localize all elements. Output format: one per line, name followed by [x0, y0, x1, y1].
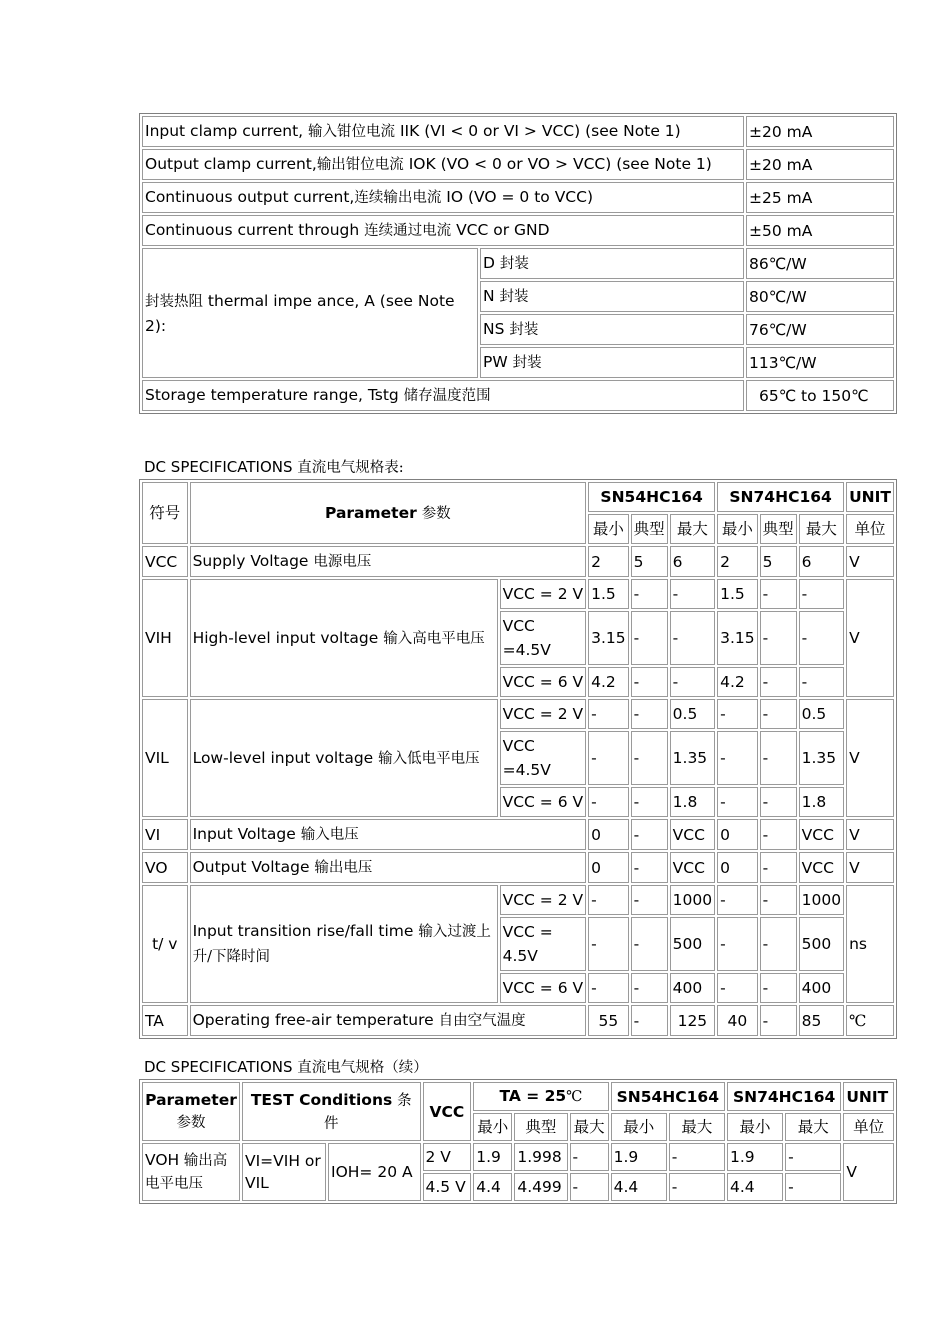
- value-cell: -: [760, 1005, 797, 1036]
- cond-cell: IOH= 20 A: [328, 1143, 421, 1201]
- value-cell: -: [717, 731, 758, 785]
- value-cell: -: [631, 885, 668, 915]
- header-min: 最小: [727, 1113, 783, 1141]
- table-row: [142, 819, 894, 850]
- value-cell: 4.4: [727, 1173, 783, 1201]
- value-cell: 86℃/W: [746, 248, 894, 279]
- value-cell: 0.5: [799, 699, 844, 729]
- value-cell: ±20 mA: [746, 149, 894, 180]
- value-cell: -: [631, 787, 668, 817]
- value-cell: -: [760, 667, 797, 697]
- value-cell: -: [785, 1173, 841, 1201]
- value-cell: VCC: [799, 852, 844, 883]
- value-cell: 0.5: [670, 699, 715, 729]
- param-cell: VOH 输出高电平电压: [142, 1143, 240, 1201]
- value-cell: -: [760, 885, 797, 915]
- dc-spec-table: [139, 479, 897, 1039]
- param-cell: High-level input voltage 输入高电平电压: [190, 579, 498, 697]
- value-cell: 76℃/W: [746, 314, 894, 345]
- value-cell: 0: [717, 819, 758, 850]
- value-cell: -: [588, 731, 629, 785]
- header-sn74: SN74HC164: [717, 482, 844, 512]
- value-cell: -: [717, 699, 758, 729]
- table-row: [142, 885, 894, 915]
- value-cell: -: [760, 819, 797, 850]
- value-cell: 6: [670, 546, 715, 577]
- symbol-cell: t/ v: [142, 885, 188, 1003]
- value-cell: 1.9: [611, 1143, 667, 1171]
- symbol-cell: VI: [142, 819, 188, 850]
- param-cell: Continuous current through 连续通过电流 VCC or GND: [142, 215, 744, 246]
- value-cell: 113℃/W: [746, 347, 894, 378]
- value-cell: -: [760, 699, 797, 729]
- header-row: [142, 1082, 894, 1111]
- cond-cell: VCC = 6 V: [500, 787, 587, 817]
- param-cell: Continuous output current,连续输出电流 IO (VO = 0 to VCC): [142, 182, 744, 213]
- cond-cell: VCC = 4.5V: [500, 917, 587, 971]
- symbol-cell: VIH: [142, 579, 188, 697]
- package-cell: PW 封装: [480, 347, 744, 378]
- header-max: 最大: [570, 1113, 609, 1141]
- value-cell: 1.5: [717, 579, 758, 609]
- table-row: [142, 380, 894, 411]
- header-test-conditions: TEST Conditions 条 件: [242, 1082, 421, 1141]
- param-cell: Input Voltage 输入电压: [190, 819, 587, 850]
- header-sn54: SN54HC164: [611, 1082, 725, 1111]
- value-cell: -: [669, 1173, 725, 1201]
- table-row: [142, 546, 894, 577]
- vcc-cell: 4.5 V: [423, 1173, 472, 1201]
- cond-cell: VCC =4.5V: [500, 731, 587, 785]
- param-cell: Operating free-air temperature 自由空气温度: [190, 1005, 587, 1036]
- value-cell: 65℃ to 150℃: [746, 380, 894, 411]
- value-cell: 3.15: [717, 611, 758, 665]
- value-cell: -: [799, 611, 844, 665]
- value-cell: 1.5: [588, 579, 629, 609]
- header-min: 最小: [473, 1113, 512, 1141]
- header-max: 最大: [670, 514, 715, 544]
- unit-cell: V: [846, 699, 894, 817]
- table-row: [142, 852, 894, 883]
- table-row: [142, 248, 894, 279]
- value-cell: 500: [799, 917, 844, 971]
- symbol-cell: VO: [142, 852, 188, 883]
- value-cell: -: [631, 667, 668, 697]
- value-cell: 1.998: [514, 1143, 567, 1171]
- param-cell: Output clamp current,输出钳位电流 IOK (VO < 0 or VO > VCC) (see Note 1): [142, 149, 744, 180]
- header-parameter: Parameter 参数: [142, 1082, 240, 1141]
- value-cell: -: [760, 787, 797, 817]
- cond-cell: VCC = 2 V: [500, 885, 587, 915]
- header-max: 最大: [799, 514, 844, 544]
- header-typ: 典型: [514, 1113, 567, 1141]
- value-cell: ±50 mA: [746, 215, 894, 246]
- value-cell: -: [670, 667, 715, 697]
- header-max: 最大: [669, 1113, 725, 1141]
- value-cell: 3.15: [588, 611, 629, 665]
- value-cell: 1000: [670, 885, 715, 915]
- header-sn74: SN74HC164: [727, 1082, 841, 1111]
- symbol-cell: TA: [142, 1005, 188, 1036]
- value-cell: 0: [588, 852, 629, 883]
- cond-cell: VCC = 6 V: [500, 973, 587, 1003]
- table-row: [142, 116, 894, 147]
- value-cell: -: [588, 973, 629, 1003]
- cond-cell: VCC = 2 V: [500, 699, 587, 729]
- value-cell: 0: [588, 819, 629, 850]
- dc-spec-cont-table: [139, 1079, 897, 1204]
- value-cell: -: [760, 852, 797, 883]
- value-cell: -: [631, 852, 668, 883]
- value-cell: 1.35: [670, 731, 715, 785]
- header-typ: 典型: [760, 514, 797, 544]
- param-cell: Input transition rise/fall time 输入过渡上升/下降时间: [190, 885, 498, 1003]
- value-cell: -: [799, 579, 844, 609]
- value-cell: -: [717, 787, 758, 817]
- header-unit-cn: 单位: [843, 1113, 894, 1141]
- dc-spec-cont-title: DC SPECIFICATIONS 直流电气规格（续）: [144, 1058, 428, 1076]
- header-typ: 典型: [631, 514, 668, 544]
- table-row: [142, 182, 894, 213]
- param-cell: Low-level input voltage 输入低电平电压: [190, 699, 498, 817]
- table-row: [142, 699, 894, 729]
- thermal-label-cell: 封装热阻 thermal impe ance, A (see Note 2):: [142, 248, 478, 378]
- value-cell: -: [631, 819, 668, 850]
- value-cell: 1.9: [473, 1143, 512, 1171]
- header-symbol: 符号: [142, 482, 188, 544]
- value-cell: -: [717, 885, 758, 915]
- unit-cell: V: [846, 546, 894, 577]
- value-cell: -: [760, 731, 797, 785]
- value-cell: 80℃/W: [746, 281, 894, 312]
- value-cell: 400: [799, 973, 844, 1003]
- header-ta: TA = 25℃: [473, 1082, 608, 1111]
- table-row: [142, 579, 894, 609]
- value-cell: -: [631, 1005, 668, 1036]
- package-cell: D 封装: [480, 248, 744, 279]
- value-cell: -: [799, 667, 844, 697]
- vcc-cell: 2 V: [423, 1143, 472, 1171]
- header-parameter: Parameter 参数: [190, 482, 587, 544]
- value-cell: 55: [588, 1005, 629, 1036]
- value-cell: -: [717, 973, 758, 1003]
- value-cell: -: [760, 973, 797, 1003]
- value-cell: 1.9: [727, 1143, 783, 1171]
- param-cell: Input clamp current, 输入钳位电流 IIK (VI < 0 or VI > VCC) (see Note 1): [142, 116, 744, 147]
- param-cell: Storage temperature range, Tstg 储存温度范围: [142, 380, 744, 411]
- package-cell: N 封装: [480, 281, 744, 312]
- value-cell: -: [670, 579, 715, 609]
- value-cell: 5: [760, 546, 797, 577]
- header-min: 最小: [588, 514, 629, 544]
- unit-cell: V: [846, 579, 894, 697]
- value-cell: 400: [670, 973, 715, 1003]
- header-row: [142, 482, 894, 512]
- cond-cell: VCC = 6 V: [500, 667, 587, 697]
- header-min: 最小: [611, 1113, 667, 1141]
- value-cell: 1.35: [799, 731, 844, 785]
- value-cell: -: [631, 579, 668, 609]
- value-cell: 6: [799, 546, 844, 577]
- value-cell: 5: [631, 546, 668, 577]
- unit-cell: ℃: [846, 1005, 894, 1036]
- table-row: [142, 149, 894, 180]
- value-cell: 40: [717, 1005, 758, 1036]
- value-cell: -: [631, 731, 668, 785]
- value-cell: 4.2: [717, 667, 758, 697]
- header-sn54: SN54HC164: [588, 482, 715, 512]
- header-unit: UNIT: [843, 1082, 894, 1111]
- unit-cell: V: [846, 852, 894, 883]
- value-cell: -: [631, 699, 668, 729]
- value-cell: 500: [670, 917, 715, 971]
- value-cell: -: [760, 579, 797, 609]
- cond-cell: VI=VIH or VIL: [242, 1143, 326, 1201]
- value-cell: -: [760, 611, 797, 665]
- absolute-ratings-table: [139, 113, 897, 414]
- cond-cell: VCC =4.5V: [500, 611, 587, 665]
- cond-cell: VCC = 2 V: [500, 579, 587, 609]
- value-cell: 0: [717, 852, 758, 883]
- value-cell: 85: [799, 1005, 844, 1036]
- table-row: [142, 215, 894, 246]
- value-cell: VCC: [799, 819, 844, 850]
- value-cell: -: [588, 699, 629, 729]
- value-cell: -: [570, 1143, 609, 1171]
- value-cell: 1.8: [799, 787, 844, 817]
- table-row: [142, 1005, 894, 1036]
- value-cell: 1.8: [670, 787, 715, 817]
- value-cell: -: [588, 917, 629, 971]
- value-cell: -: [588, 885, 629, 915]
- value-cell: -: [760, 917, 797, 971]
- param-cell: Output Voltage 输出电压: [190, 852, 587, 883]
- value-cell: 2: [588, 546, 629, 577]
- value-cell: -: [588, 787, 629, 817]
- header-unit-cn: 单位: [846, 514, 894, 544]
- value-cell: 1000: [799, 885, 844, 915]
- symbol-cell: VIL: [142, 699, 188, 817]
- value-cell: 4.4: [611, 1173, 667, 1201]
- value-cell: 4.2: [588, 667, 629, 697]
- value-cell: -: [670, 611, 715, 665]
- value-cell: -: [570, 1173, 609, 1201]
- value-cell: -: [631, 917, 668, 971]
- value-cell: VCC: [670, 852, 715, 883]
- header-min: 最小: [717, 514, 758, 544]
- unit-cell: V: [843, 1143, 894, 1201]
- value-cell: -: [785, 1143, 841, 1171]
- value-cell: -: [717, 917, 758, 971]
- value-cell: VCC: [670, 819, 715, 850]
- header-vcc: VCC: [423, 1082, 472, 1141]
- header-unit: UNIT: [846, 482, 894, 512]
- dc-spec-title: DC SPECIFICATIONS 直流电气规格表:: [144, 458, 404, 476]
- unit-cell: V: [846, 819, 894, 850]
- header-max: 最大: [785, 1113, 841, 1141]
- value-cell: -: [631, 611, 668, 665]
- symbol-cell: VCC: [142, 546, 188, 577]
- value-cell: -: [631, 973, 668, 1003]
- value-cell: 2: [717, 546, 758, 577]
- table-row: [142, 1143, 894, 1171]
- param-cell: Supply Voltage 电源电压: [190, 546, 587, 577]
- value-cell: 125: [670, 1005, 715, 1036]
- unit-cell: ns: [846, 885, 894, 1003]
- package-cell: NS 封装: [480, 314, 744, 345]
- value-cell: 4.499: [514, 1173, 567, 1201]
- value-cell: ±25 mA: [746, 182, 894, 213]
- value-cell: ±20 mA: [746, 116, 894, 147]
- value-cell: 4.4: [473, 1173, 512, 1201]
- value-cell: -: [669, 1143, 725, 1171]
